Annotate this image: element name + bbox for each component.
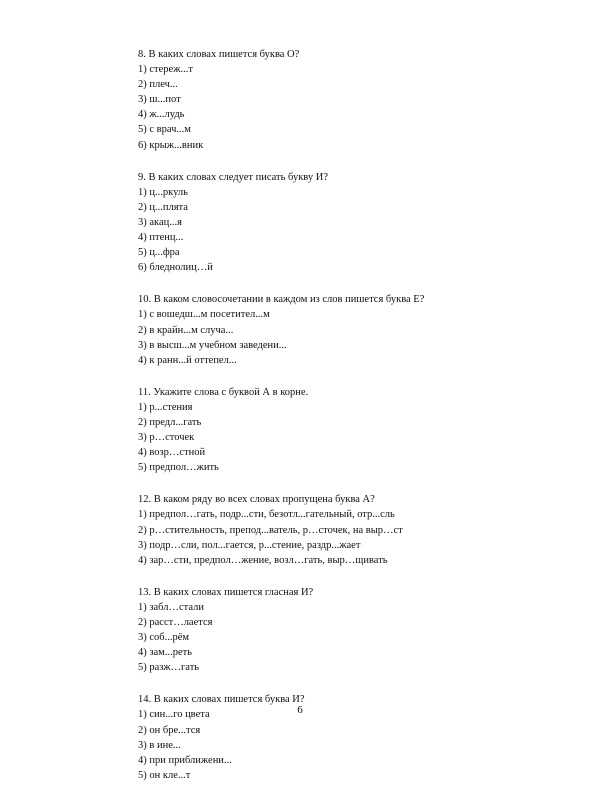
answer-option: 5) разж…гать [138, 662, 200, 674]
answer-option: 4) при приближени... [138, 754, 232, 766]
question-list [138, 47, 468, 800]
answer-option: 4) зам...реть [138, 647, 192, 659]
answer-option: 1) с вошедш...м посетител...м [138, 309, 270, 321]
answer-options [138, 307, 468, 367]
question-title: 9. В каких словах следует писать букву И? [138, 171, 329, 183]
answer-option: 2) предл...гать [138, 416, 202, 428]
answer-options [138, 185, 468, 276]
answer-option: 5) с врач...м [138, 124, 191, 136]
answer-option: 5) он кле...т [138, 769, 191, 781]
question-10 [138, 292, 468, 367]
answer-option: 3) в ине... [138, 739, 181, 751]
question-11 [138, 385, 468, 476]
page-number: 6 [297, 704, 303, 716]
question-title: 10. В каком словосочетании в каждом из слов пишется буква Е? [138, 294, 425, 306]
answer-option: 4) к ранн...й оттепел... [138, 354, 237, 366]
answer-options [138, 400, 468, 475]
answer-option: 2) расст…лается [138, 617, 213, 628]
answer-option: 3) акац...я [138, 216, 182, 228]
answer-option: 4) возр…стной [138, 447, 206, 459]
answer-option: 6) бледнолиц…й [138, 262, 213, 274]
answer-option: 2) р…стительность, препод...ватель, р…сточек, на выр…ст [138, 524, 403, 536]
question-title: 11. Укажите слова с буквой А в корне. [138, 386, 309, 398]
answer-option: 6) крыж...вник [138, 139, 204, 151]
answer-option: 1) стереж...т [138, 64, 193, 76]
answer-option: 3) в высш...м учебном заведени... [138, 339, 287, 351]
answer-option: 2) ц...плята [138, 201, 188, 213]
answer-option: 5) предпол…жить [138, 462, 219, 474]
answer-option: 2) он бре...тся [138, 724, 201, 736]
answer-option: 1) забл…стали [138, 601, 204, 613]
answer-options [138, 62, 468, 153]
answer-option: 4) зар…сти, предпол…жение, возл…гать, выр…щивать [138, 554, 388, 566]
answer-option: 4) ж...лудь [138, 109, 185, 121]
question-12 [138, 492, 468, 567]
question-9 [138, 170, 468, 276]
answer-options [138, 707, 468, 782]
answer-option: 1) син...го цвета [138, 709, 210, 721]
answer-option: 3) р…сточек [138, 432, 195, 444]
question-title: 14. В каких словах пишется буква И? [138, 694, 305, 706]
answer-option: 2) в крайн...м случа... [138, 324, 234, 336]
answer-option: 3) ш...пот [138, 94, 181, 106]
question-13 [138, 585, 468, 676]
answer-option: 1) р...стения [138, 401, 193, 413]
question-title: 13. В каких словах пишется гласная И? [138, 586, 314, 598]
question-title: 8. В каких словах пишется буква О? [138, 49, 300, 60]
answer-option: 5) ц...фра [138, 247, 180, 259]
answer-options [138, 507, 468, 567]
answer-option: 3) подр…сли, пол...гается, р...стение, раздр...жает [138, 539, 361, 551]
question-8 [138, 47, 468, 153]
answer-option: 1) ц...ркуль [138, 186, 188, 198]
answer-option: 2) плеч... [138, 79, 178, 91]
question-title: 12. В каком ряду во всех словах пропущена буква А? [138, 494, 375, 506]
answer-option: 4) птенц... [138, 232, 184, 244]
answer-option: 1) предпол…гать, подр...сти, безотл...гательный, отр...сль [138, 509, 395, 521]
answer-options [138, 600, 468, 675]
answer-option: 3) соб...рём [138, 632, 190, 644]
